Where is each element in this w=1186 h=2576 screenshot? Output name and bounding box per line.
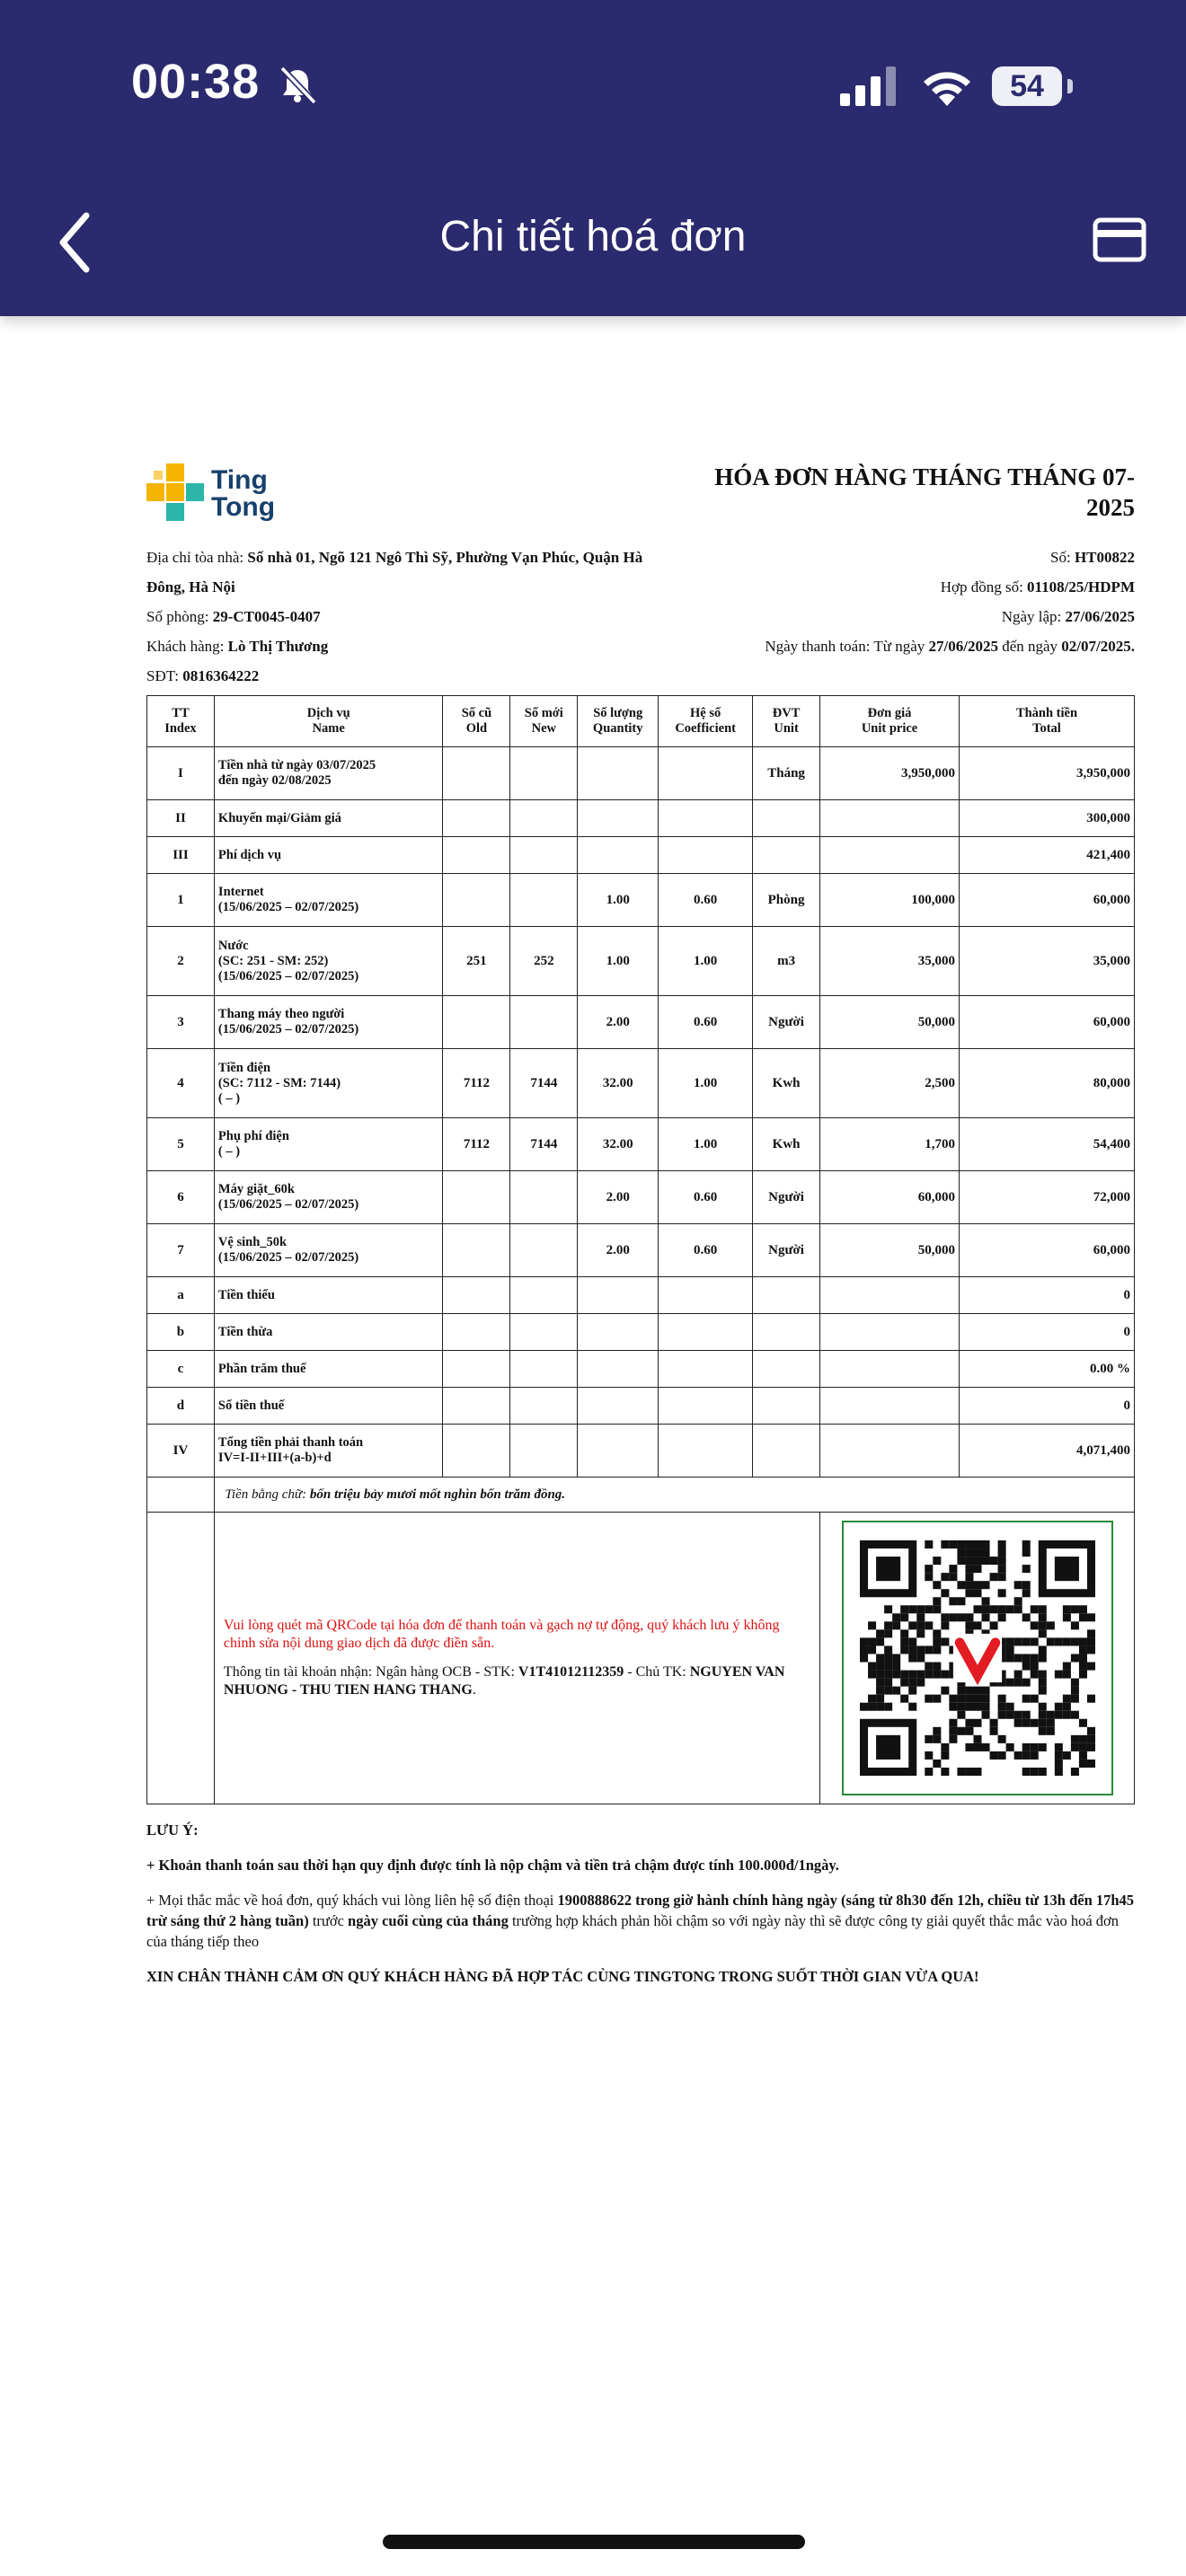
customer-label: Khách hàng:: [146, 638, 225, 655]
row-index: 5: [147, 1118, 215, 1171]
row-new: [510, 1171, 578, 1224]
row-price: 3,950,000: [820, 747, 960, 800]
row-total: 0: [960, 1388, 1135, 1425]
row-coef: 0.60: [659, 874, 753, 927]
period-from: 27/06/2025: [928, 638, 998, 655]
row-price: [820, 1314, 960, 1351]
period-to: 02/07/2025.: [1061, 638, 1135, 655]
row-old: [443, 747, 510, 800]
date-label: Ngày lập:: [1001, 608, 1062, 625]
table-row: [147, 874, 1135, 927]
payment-qr-code[interactable]: [842, 1521, 1113, 1795]
customer-value: Lò Thị Thương: [227, 638, 329, 655]
row-old: [443, 1277, 510, 1314]
header-unit: ĐVT Unit: [753, 696, 820, 747]
header-index: TT Index: [147, 696, 215, 747]
note-contact-prefix: + Mọi thắc mắc về hoá đơn, quý khách vui lòng liên hệ số điện thoại: [146, 1892, 554, 1909]
row-total: 60,000: [960, 1224, 1135, 1277]
row-index: 2: [147, 927, 215, 996]
service-name-line: Nước: [217, 938, 249, 953]
row-total: 72,000: [960, 1171, 1135, 1224]
row-qty: 32.00: [578, 1049, 659, 1118]
room-label: Số phòng:: [146, 608, 209, 625]
table-row: [147, 1224, 1135, 1277]
phone-line: [146, 661, 650, 691]
row-qty: [578, 800, 659, 837]
row-qty: [578, 1351, 659, 1388]
row-old: [443, 800, 510, 837]
row-unit: [753, 800, 820, 837]
row-old: 7112: [443, 1118, 510, 1171]
row-index: III: [147, 837, 215, 874]
header-coefficient: Hệ số Coefficient: [659, 696, 753, 747]
customer-info: [146, 543, 650, 691]
address-value: Số nhà 01, Ngõ 121 Ngô Thì Sỹ, Phường Vạn Phúc, Quận Hà Đông, Hà Nội: [146, 549, 643, 595]
date-line: [632, 602, 1135, 631]
row-new: [510, 1351, 578, 1388]
row-index: b: [147, 1314, 215, 1351]
row-unit: Kwh: [753, 1049, 820, 1118]
room-line: [146, 602, 650, 631]
row-total: 35,000: [960, 927, 1135, 996]
row-unit: [753, 837, 820, 874]
header-new: Số mới New: [510, 696, 578, 747]
row-price: 50,000: [820, 1224, 960, 1277]
row-index: 1: [147, 874, 215, 927]
table-row: [147, 747, 1135, 800]
row-service-name: [214, 747, 443, 800]
row-qty: 1.00: [578, 927, 659, 996]
customer-line: [146, 631, 650, 661]
row-unit: Kwh: [753, 1118, 820, 1171]
row-service-name: [214, 1224, 443, 1277]
row-service-name: [214, 1049, 443, 1118]
row-new: [510, 1314, 578, 1351]
row-index: a: [147, 1277, 215, 1314]
row-qty: 32.00: [578, 1118, 659, 1171]
payment-card-icon[interactable]: [1093, 217, 1146, 262]
row-qty: 2.00: [578, 996, 659, 1049]
row-unit: [753, 1388, 820, 1425]
bank-info: Thông tin tài khoản nhận: Ngân hàng OCB - STK: V1T41012112359 - Chủ TK: NGUYEN VAN NHUONG - THU TIEN HANG THANG.: [223, 1664, 785, 1698]
row-unit: [753, 1277, 820, 1314]
table-row: [147, 996, 1135, 1049]
row-price: 50,000: [820, 996, 960, 1049]
row-unit: m3: [753, 927, 820, 996]
words-spacer: [147, 1478, 215, 1513]
notes-title: LƯU Ý:: [146, 1822, 199, 1839]
row-index: IV: [147, 1425, 215, 1478]
row-coef: [659, 747, 753, 800]
table-row: [147, 1388, 1135, 1425]
row-index: 6: [147, 1171, 215, 1224]
address-label: Địa chỉ tòa nhà:: [146, 549, 244, 566]
row-new: 7144: [510, 1049, 578, 1118]
battery-icon: 54: [992, 66, 1062, 106]
row-service-name: [214, 1277, 443, 1314]
bank-holder: NGUYEN VAN NHUONG - THU TIEN HANG THANG: [223, 1664, 785, 1698]
status-time: 00:38: [131, 55, 261, 109]
row-qty: [578, 837, 659, 874]
service-name-line: (15/06/2025 – 02/07/2025): [217, 1022, 359, 1037]
row-service-name: [214, 1388, 443, 1425]
note-contact-deadline: ngày cuối cùng của tháng: [348, 1912, 509, 1929]
row-coef: 1.00: [659, 1118, 753, 1171]
row-price: 100,000: [820, 874, 960, 927]
row-qty: 1.00: [578, 874, 659, 927]
service-name-line: (SC: 7112 - SM: 7144): [217, 1075, 341, 1090]
row-coef: [659, 837, 753, 874]
bank-prefix: Thông tin tài khoản nhận: Ngân hàng OCB - STK:: [223, 1664, 515, 1680]
row-new: [510, 837, 578, 874]
row-service-name: [214, 1425, 443, 1478]
payment-note: [214, 1513, 819, 1804]
row-qty: [578, 1277, 659, 1314]
qr-cell: [820, 1513, 1135, 1804]
row-new: [510, 800, 578, 837]
row-price: [820, 1388, 960, 1425]
amount-words-label: Tiền bằng chữ:: [225, 1486, 307, 1502]
payment-info-row: [147, 1513, 1135, 1804]
row-old: 251: [443, 927, 510, 996]
row-new: 7144: [510, 1118, 578, 1171]
page-title: Chi tiết hoá đơn: [439, 213, 747, 260]
row-coef: 0.60: [659, 1224, 753, 1277]
period-line: [632, 631, 1135, 661]
note-contact-hours: 1900888622 trong giờ hành chính hàng ngày (sáng từ 8h30 đến 12h, chiều từ 13h đến 17h45 trừ sáng thứ 2 hàng tuần): [146, 1892, 1135, 1929]
payment-spacer: [147, 1513, 215, 1804]
header-unit-price: Đơn giá Unit price: [820, 696, 960, 747]
row-old: 7112: [443, 1049, 510, 1118]
row-total: 60,000: [960, 874, 1135, 927]
table-row: [147, 800, 1135, 837]
row-unit: [753, 1425, 820, 1478]
service-name-line: (15/06/2025 – 02/07/2025): [217, 1250, 359, 1265]
row-service-name: [214, 927, 443, 996]
invoice-notes: [146, 1820, 1135, 2001]
address-line: [146, 543, 650, 602]
row-total: 60,000: [960, 996, 1135, 1049]
row-total: 0: [960, 1314, 1135, 1351]
row-old: [443, 837, 510, 874]
service-name-line: (15/06/2025 – 02/07/2025): [217, 968, 359, 984]
row-coef: [659, 1425, 753, 1478]
row-service-name: [214, 874, 443, 927]
row-index: I: [147, 747, 215, 800]
row-qty: [578, 1425, 659, 1478]
row-coef: [659, 1277, 753, 1314]
row-price: 60,000: [820, 1171, 960, 1224]
note-late-payment: + Khoản thanh toán sau thời hạn quy định được tính là nộp chậm và tiền trả chậm được tính 100.000đ/1ngày.: [146, 1857, 839, 1874]
logo-text-line-2: Tong: [211, 492, 276, 522]
row-service-name: [214, 996, 443, 1049]
table-row: [147, 1314, 1135, 1351]
row-unit: Người: [753, 996, 820, 1049]
table-row: [147, 1351, 1135, 1388]
period-label: Ngày thanh toán: Từ ngày: [765, 638, 925, 655]
row-coef: [659, 800, 753, 837]
logo-text-line-1: Ting: [211, 465, 268, 495]
row-unit: Phòng: [753, 874, 820, 927]
service-name-line: Tiền thừa: [217, 1324, 273, 1339]
row-new: [510, 747, 578, 800]
row-coef: 0.60: [659, 996, 753, 1049]
table-row: [147, 1118, 1135, 1171]
qr-notice-text: Vui lòng quét mã QRCode tại hóa đơn để thanh toán và gạch nợ tự động, quý khách lưu ý không chỉnh sửa nội dung giao dịch đã được điền sẵn.: [223, 1618, 780, 1651]
bank-account: V1T41012112359: [518, 1664, 624, 1680]
row-coef: 1.00: [659, 1049, 753, 1118]
service-name-line: Tiền nhà từ ngày 03/07/2025: [217, 758, 376, 772]
tingtong-logo: [146, 463, 290, 526]
service-name-line: Số tiền thuế: [217, 1398, 285, 1413]
row-new: [510, 1224, 578, 1277]
row-index: c: [147, 1351, 215, 1388]
header-old: Số cũ Old: [443, 696, 510, 747]
row-price: [820, 1277, 960, 1314]
logo-text: [211, 467, 275, 521]
table-row: [147, 1049, 1135, 1118]
row-coef: [659, 1388, 753, 1425]
row-old: [443, 874, 510, 927]
period-mid: đến ngày: [1002, 638, 1058, 655]
header-quantity: Số lượng Quantity: [578, 696, 659, 747]
service-name-line: (15/06/2025 – 02/07/2025): [217, 1197, 359, 1212]
contract-label: Hợp đồng số:: [940, 578, 1023, 595]
row-qty: [578, 1314, 659, 1351]
row-price: [820, 800, 960, 837]
invoice-meta: [632, 543, 1135, 661]
service-name-line: (SC: 251 - SM: 252): [217, 953, 329, 968]
service-name-line: Phụ phí điện: [217, 1129, 289, 1143]
row-price: 2,500: [820, 1049, 960, 1118]
service-name-line: Vệ sinh_50k: [217, 1235, 288, 1249]
row-unit: [753, 1314, 820, 1351]
row-unit: Người: [753, 1224, 820, 1277]
row-price: [820, 1351, 960, 1388]
cellular-signal-icon: [840, 66, 898, 106]
date-value: 27/06/2025: [1065, 608, 1135, 625]
bell-mute-icon: [277, 65, 318, 106]
row-total: 80,000: [960, 1049, 1135, 1118]
battery-tip: [1067, 79, 1073, 93]
service-name-line: Phí dịch vụ: [217, 847, 282, 862]
row-price: [820, 1425, 960, 1478]
service-name-line: ( – ): [217, 1090, 241, 1106]
invoice-table: [146, 695, 1135, 1804]
row-total: 4,071,400: [960, 1425, 1135, 1478]
row-old: [443, 996, 510, 1049]
row-old: [443, 1171, 510, 1224]
bank-holder-label: - Chủ TK:: [627, 1664, 686, 1680]
service-name-line: đến ngày 02/08/2025: [217, 773, 332, 788]
row-service-name: [214, 1351, 443, 1388]
table-row: [147, 927, 1135, 996]
amount-in-words-row: [147, 1478, 1135, 1513]
table-row: [147, 1425, 1135, 1478]
row-index: 4: [147, 1049, 215, 1118]
row-index: 7: [147, 1224, 215, 1277]
row-old: [443, 1351, 510, 1388]
note-contact-mid: trước: [312, 1912, 344, 1929]
qr-code-icon: [860, 1540, 1095, 1776]
row-old: [443, 1224, 510, 1277]
number-label: Số:: [1050, 549, 1071, 566]
row-price: 35,000: [820, 927, 960, 996]
row-price: 1,700: [820, 1118, 960, 1171]
row-total: 0: [960, 1277, 1135, 1314]
room-value: 29-CT0045-0407: [212, 608, 321, 625]
table-header-row: [147, 696, 1135, 747]
row-total: 300,000: [960, 800, 1135, 837]
row-unit: [753, 1351, 820, 1388]
row-index: II: [147, 800, 215, 837]
row-qty: [578, 1388, 659, 1425]
row-index: 3: [147, 996, 215, 1049]
row-service-name: [214, 837, 443, 874]
row-new: [510, 1388, 578, 1425]
service-name-line: Máy giặt_60k: [217, 1182, 295, 1196]
row-new: [510, 1277, 578, 1314]
row-old: [443, 1388, 510, 1425]
service-name-line: Tiền điện: [217, 1060, 271, 1075]
row-total: 0.00 %: [960, 1351, 1135, 1388]
home-indicator[interactable]: [383, 2535, 805, 2549]
table-row: [147, 1171, 1135, 1224]
service-name-line: Tiền thiếu: [217, 1287, 275, 1302]
service-name-line: ( – ): [217, 1144, 241, 1159]
row-new: [510, 874, 578, 927]
amount-in-words: [214, 1478, 1134, 1513]
number-value: HT00822: [1074, 549, 1135, 566]
service-name-line: Thang máy theo người: [217, 1007, 345, 1021]
app-header: [0, 0, 1186, 316]
service-name-line: Tổng tiền phải thanh toán: [217, 1435, 364, 1450]
note-contact-suffix: trường hợp khách phản hồi chậm so với ngày này thì sẽ được công ty giải quyết thắc mắc vào hoá đơn của tháng tiếp theo: [146, 1912, 1120, 1950]
row-coef: 0.60: [659, 1171, 753, 1224]
wifi-icon: [920, 65, 974, 106]
row-new: 252: [510, 927, 578, 996]
row-new: [510, 1425, 578, 1478]
row-service-name: [214, 800, 443, 837]
service-name-line: Phần trăm thuế: [217, 1361, 306, 1376]
row-coef: [659, 1314, 753, 1351]
note-contact: [146, 1890, 1135, 1952]
row-coef: 1.00: [659, 927, 753, 996]
row-total: 54,400: [960, 1118, 1135, 1171]
row-unit: Người: [753, 1171, 820, 1224]
row-service-name: [214, 1171, 443, 1224]
row-total: 421,400: [960, 837, 1135, 874]
service-name-line: IV=I-II+III+(a-b)+d: [217, 1451, 332, 1465]
row-coef: [659, 1351, 753, 1388]
row-service-name: [214, 1118, 443, 1171]
phone-label: SĐT:: [146, 667, 179, 684]
service-name-line: (15/06/2025 – 02/07/2025): [217, 900, 359, 914]
row-service-name: [214, 1314, 443, 1351]
header-total: Thành tiền Total: [960, 696, 1135, 747]
row-total: 3,950,000: [960, 747, 1135, 800]
phone-value: 0816364222: [182, 667, 260, 684]
row-unit: Tháng: [753, 747, 820, 800]
row-new: [510, 996, 578, 1049]
table-row: [147, 837, 1135, 874]
row-price: [820, 837, 960, 874]
row-qty: 2.00: [578, 1171, 659, 1224]
row-old: [443, 1314, 510, 1351]
row-qty: 2.00: [578, 1224, 659, 1277]
amount-words-value: bốn triệu bảy mươi mốt nghìn bốn trăm đồng.: [309, 1486, 566, 1502]
row-old: [443, 1425, 510, 1478]
service-name-line: Khuyến mại/Giảm giá: [217, 810, 341, 825]
thanks-message: XIN CHÂN THÀNH CẢM ƠN QUÝ KHÁCH HÀNG ĐÃ HỢP TÁC CÙNG TINGTONG TRONG SUỐT THỜI GIAN VỪA QUA!: [146, 1968, 979, 1985]
contract-value: 01108/25/HDPM: [1027, 578, 1135, 595]
invoice-title: HÓA ĐƠN HÀNG THÁNG THÁNG 07-2025: [714, 463, 1135, 521]
row-qty: [578, 747, 659, 800]
service-name-line: Internet: [217, 885, 264, 899]
invoice-number-line: [632, 543, 1135, 572]
table-row: [147, 1277, 1135, 1314]
header-service: Dịch vụ Name: [214, 696, 443, 747]
row-index: d: [147, 1388, 215, 1425]
logo-mark-icon: [146, 463, 204, 523]
contract-line: [632, 572, 1135, 602]
